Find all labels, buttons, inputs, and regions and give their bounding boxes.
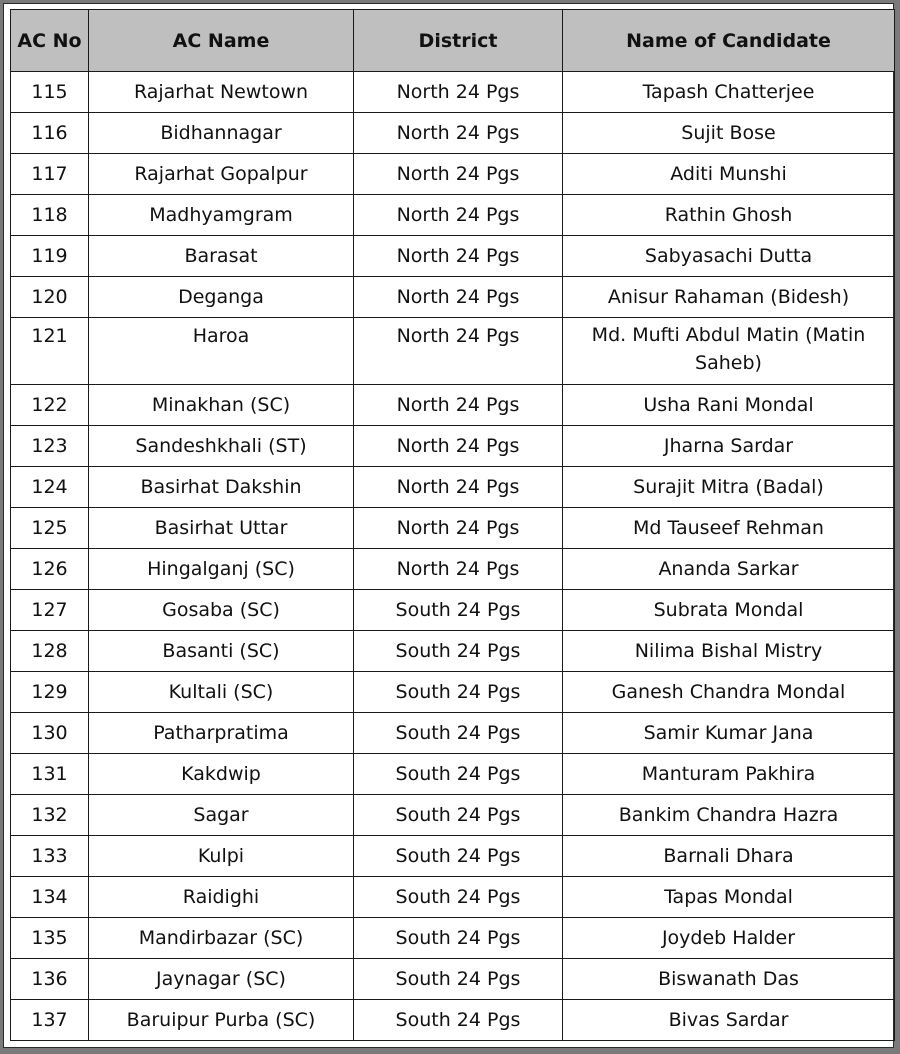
district-cell: South 24 Pgs xyxy=(354,754,563,795)
candidate-cell: Md Tauseef Rehman xyxy=(563,508,895,549)
table-row xyxy=(11,113,895,154)
candidate-cell: Md. Mufti Abdul Matin (Matin Saheb) xyxy=(563,318,895,385)
ac-no-cell: 121 xyxy=(11,318,89,385)
table-row xyxy=(11,426,895,467)
candidate-cell: Barnali Dhara xyxy=(563,836,895,877)
district-cell: North 24 Pgs xyxy=(354,236,563,277)
ac-name-cell: Madhyamgram xyxy=(89,195,354,236)
table-row xyxy=(11,672,895,713)
district-cell: North 24 Pgs xyxy=(354,549,563,590)
district-cell: South 24 Pgs xyxy=(354,713,563,754)
ac-name-cell: Jaynagar (SC) xyxy=(89,959,354,1000)
candidate-cell: Sujit Bose xyxy=(563,113,895,154)
district-cell: North 24 Pgs xyxy=(354,154,563,195)
ac-name-cell: Minakhan (SC) xyxy=(89,385,354,426)
ac-no-cell: 123 xyxy=(11,426,89,467)
ac-no-cell: 124 xyxy=(11,467,89,508)
table-row xyxy=(11,877,895,918)
ac-name-cell: Bidhannagar xyxy=(89,113,354,154)
table-row xyxy=(11,590,895,631)
table-row xyxy=(11,795,895,836)
ac-no-cell: 126 xyxy=(11,549,89,590)
district-cell: South 24 Pgs xyxy=(354,1000,563,1041)
ac-name-cell: Haroa xyxy=(89,318,354,385)
ac-no-cell: 132 xyxy=(11,795,89,836)
candidate-cell: Tapash Chatterjee xyxy=(563,72,895,113)
ac-name-cell: Sagar xyxy=(89,795,354,836)
district-cell: North 24 Pgs xyxy=(354,385,563,426)
ac-no-cell: 117 xyxy=(11,154,89,195)
candidate-cell: Ganesh Chandra Mondal xyxy=(563,672,895,713)
district-cell: North 24 Pgs xyxy=(354,195,563,236)
candidate-cell: Anisur Rahaman (Bidesh) xyxy=(563,277,895,318)
table-row xyxy=(11,195,895,236)
candidate-cell: Rathin Ghosh xyxy=(563,195,895,236)
header-ac-no: AC No xyxy=(11,10,89,72)
candidate-cell: Tapas Mondal xyxy=(563,877,895,918)
table-row xyxy=(11,277,895,318)
district-cell: South 24 Pgs xyxy=(354,918,563,959)
candidate-cell: Subrata Mondal xyxy=(563,590,895,631)
candidate-cell: Usha Rani Mondal xyxy=(563,385,895,426)
district-cell: South 24 Pgs xyxy=(354,590,563,631)
candidate-cell: Surajit Mitra (Badal) xyxy=(563,467,895,508)
district-cell: South 24 Pgs xyxy=(354,672,563,713)
table-row xyxy=(11,959,895,1000)
table-row xyxy=(11,836,895,877)
district-cell: South 24 Pgs xyxy=(354,631,563,672)
candidate-table xyxy=(10,9,895,1041)
table-row xyxy=(11,508,895,549)
district-cell: North 24 Pgs xyxy=(354,72,563,113)
candidate-cell: Aditi Munshi xyxy=(563,154,895,195)
candidate-cell: Biswanath Das xyxy=(563,959,895,1000)
candidate-cell: Bankim Chandra Hazra xyxy=(563,795,895,836)
ac-no-cell: 134 xyxy=(11,877,89,918)
district-cell: South 24 Pgs xyxy=(354,959,563,1000)
district-cell: North 24 Pgs xyxy=(354,467,563,508)
candidate-cell: Ananda Sarkar xyxy=(563,549,895,590)
ac-name-cell: Basanti (SC) xyxy=(89,631,354,672)
document-frame xyxy=(3,3,894,1048)
ac-no-cell: 119 xyxy=(11,236,89,277)
table-row xyxy=(11,918,895,959)
table-row xyxy=(11,154,895,195)
district-cell: North 24 Pgs xyxy=(354,277,563,318)
ac-no-cell: 131 xyxy=(11,754,89,795)
ac-no-cell: 136 xyxy=(11,959,89,1000)
table-row xyxy=(11,754,895,795)
table-row xyxy=(11,631,895,672)
ac-name-cell: Barasat xyxy=(89,236,354,277)
ac-no-cell: 116 xyxy=(11,113,89,154)
ac-name-cell: Patharpratima xyxy=(89,713,354,754)
table-row xyxy=(11,72,895,113)
ac-name-cell: Kultali (SC) xyxy=(89,672,354,713)
candidate-cell: Bivas Sardar xyxy=(563,1000,895,1041)
candidate-cell: Sabyasachi Dutta xyxy=(563,236,895,277)
table-row xyxy=(11,467,895,508)
ac-name-cell: Kulpi xyxy=(89,836,354,877)
table-row xyxy=(11,713,895,754)
ac-name-cell: Sandeshkhali (ST) xyxy=(89,426,354,467)
candidate-cell: Nilima Bishal Mistry xyxy=(563,631,895,672)
district-cell: North 24 Pgs xyxy=(354,508,563,549)
ac-name-cell: Gosaba (SC) xyxy=(89,590,354,631)
ac-no-cell: 128 xyxy=(11,631,89,672)
ac-name-cell: Hingalganj (SC) xyxy=(89,549,354,590)
ac-name-cell: Deganga xyxy=(89,277,354,318)
ac-name-cell: Baruipur Purba (SC) xyxy=(89,1000,354,1041)
ac-no-cell: 125 xyxy=(11,508,89,549)
candidate-cell: Jharna Sardar xyxy=(563,426,895,467)
ac-no-cell: 133 xyxy=(11,836,89,877)
ac-no-cell: 127 xyxy=(11,590,89,631)
ac-no-cell: 130 xyxy=(11,713,89,754)
ac-name-cell: Raidighi xyxy=(89,877,354,918)
table-row xyxy=(11,236,895,277)
ac-no-cell: 122 xyxy=(11,385,89,426)
ac-name-cell: Basirhat Dakshin xyxy=(89,467,354,508)
candidate-cell: Samir Kumar Jana xyxy=(563,713,895,754)
header-candidate: Name of Candidate xyxy=(563,10,895,72)
table-row xyxy=(11,385,895,426)
district-cell: South 24 Pgs xyxy=(354,877,563,918)
table-row xyxy=(11,1000,895,1041)
ac-name-cell: Mandirbazar (SC) xyxy=(89,918,354,959)
district-cell: North 24 Pgs xyxy=(354,318,563,385)
district-cell: North 24 Pgs xyxy=(354,113,563,154)
ac-name-cell: Basirhat Uttar xyxy=(89,508,354,549)
table-row xyxy=(11,549,895,590)
table-row xyxy=(11,318,895,385)
ac-no-cell: 120 xyxy=(11,277,89,318)
ac-name-cell: Kakdwip xyxy=(89,754,354,795)
header-district: District xyxy=(354,10,563,72)
ac-no-cell: 118 xyxy=(11,195,89,236)
ac-no-cell: 137 xyxy=(11,1000,89,1041)
district-cell: North 24 Pgs xyxy=(354,426,563,467)
ac-no-cell: 135 xyxy=(11,918,89,959)
header-ac-name: AC Name xyxy=(89,10,354,72)
ac-name-cell: Rajarhat Newtown xyxy=(89,72,354,113)
candidate-cell: Joydeb Halder xyxy=(563,918,895,959)
ac-no-cell: 115 xyxy=(11,72,89,113)
district-cell: South 24 Pgs xyxy=(354,795,563,836)
ac-name-cell: Rajarhat Gopalpur xyxy=(89,154,354,195)
header-row xyxy=(11,10,895,72)
ac-no-cell: 129 xyxy=(11,672,89,713)
candidate-cell: Manturam Pakhira xyxy=(563,754,895,795)
district-cell: South 24 Pgs xyxy=(354,836,563,877)
